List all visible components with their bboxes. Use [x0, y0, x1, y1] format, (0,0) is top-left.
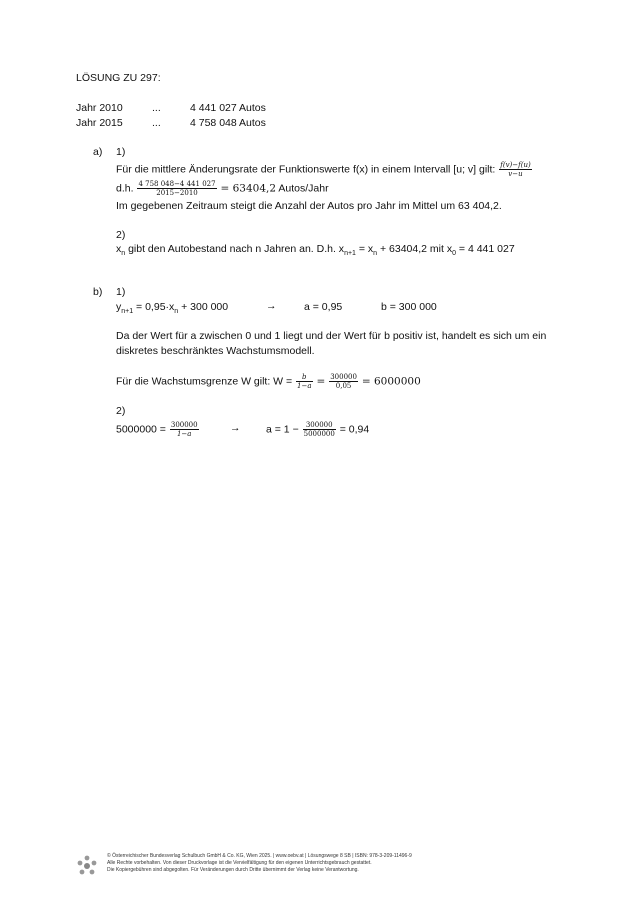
equals-sign: =: [316, 375, 326, 388]
model-explanation-line1: Da der Wert für a zwischen 0 und 1 liegt und der Wert für b positiv ist, handelt es sich um ein: [116, 330, 547, 342]
rate-definition: [116, 161, 533, 178]
publisher-logo-icon: [76, 855, 98, 877]
recursion-text-3: + 63404,2 mit x: [377, 243, 453, 255]
growth-limit-formula: [116, 373, 421, 390]
solve-result-value: = 0,94: [339, 423, 370, 436]
rate-fraction-numerator: f(v)−f(u): [500, 161, 531, 169]
part-b-marker: b): [93, 286, 103, 298]
part-b-sub2-number: 2): [116, 405, 126, 417]
var-x: x: [116, 243, 122, 255]
limit-fraction-2-denominator: 0,05: [335, 382, 352, 390]
rate-calc-numerator: 4 758 048−4 441 027: [138, 180, 216, 188]
limit-fraction-1: [296, 373, 313, 390]
solve-left-side: 5000000 =: [116, 423, 166, 436]
solve-a-text: a = 1 −: [266, 423, 299, 436]
solve-result-numerator: 300000: [303, 421, 336, 430]
footer: [107, 853, 412, 874]
rate-calculation: [116, 180, 329, 197]
footer-disclaimer: Die Kopiergebühren sind abgegolten. Für Veränderungen durch Dritte übernimmt der Verlag keine Verantwortung.: [107, 867, 359, 873]
a-value: a = 0,95: [304, 301, 343, 313]
year-dots: ...: [152, 102, 161, 114]
footer-copyright: © Österreichischer Bundesverlag Schulbuch GmbH & Co. KG, Wien 2025. | www.oebv.at | Lösungswege 8 SB | ISBN: 978-3-209-11496-9: [107, 853, 412, 859]
part-a-marker: a): [93, 146, 103, 158]
year-label: Jahr 2015: [76, 117, 123, 129]
recursion-text-4: = 4 441 027: [455, 243, 515, 255]
footer-rights: Alle Rechte vorbehalten. Von dieser Druckvorlage ist die Vervielfältigung für den eigenen Unterrichtsgebrauch gestattet.: [107, 860, 372, 866]
limit-fraction-2: [329, 373, 358, 390]
sub-n: n: [174, 308, 179, 316]
solve-fraction-numerator: 300000: [170, 421, 198, 429]
recursion-text-2: = x: [355, 243, 374, 255]
dh-label: d.h.: [116, 182, 134, 195]
rate-fraction-denominator: v−u: [508, 170, 523, 178]
sub-n-plus-1: n+1: [344, 250, 356, 258]
solve-result: [266, 421, 369, 438]
year-label: Jahr 2010: [76, 102, 123, 114]
year-value: 4 758 048 Autos: [190, 117, 266, 129]
growth-limit-text: Für die Wachstumsgrenze W gilt: W =: [116, 375, 293, 388]
b-value: b = 300 000: [381, 301, 437, 313]
rate-calc-denominator: 2015−2010: [156, 189, 198, 197]
growth-limit-result: = 6000000: [361, 375, 421, 388]
solve-fraction: [170, 421, 199, 438]
rate-calc-result: = 63404,2: [220, 182, 277, 195]
solve-equation: [116, 421, 200, 438]
recursion-description: [116, 243, 515, 257]
recursion-equation: [116, 301, 228, 315]
var-y: y: [116, 301, 122, 313]
equation-part-1: = 0,95·x: [133, 301, 175, 313]
part-a-sub1-number: 1): [116, 146, 126, 158]
sub-0: 0: [452, 250, 456, 258]
implies-arrow: →: [230, 422, 241, 434]
rate-calc-unit: Autos/Jahr: [278, 182, 329, 195]
part-b-sub1-number: 1): [116, 286, 126, 298]
recursion-text-1: gibt den Autobestand nach n Jahren an. D.h. x: [125, 243, 345, 255]
model-explanation-line2: diskretes beschränktes Wachstumsmodell.: [116, 345, 315, 357]
rate-fraction: [499, 161, 531, 178]
sub-n: n: [373, 250, 378, 258]
sub-n: n: [121, 250, 126, 258]
solve-result-fraction: [303, 421, 336, 438]
sub-n-plus-1: n+1: [121, 308, 134, 316]
rate-interpretation: Im gegebenen Zeitraum steigt die Anzahl der Autos pro Jahr im Mittel um 63 404,2.: [116, 200, 502, 212]
page-title: LÖSUNG ZU 297:: [76, 72, 161, 84]
year-value: 4 441 027 Autos: [190, 102, 266, 114]
solve-result-denominator: 5000000: [303, 430, 335, 438]
part-a-sub2-number: 2): [116, 229, 126, 241]
equation-part-2: + 300 000: [178, 301, 229, 313]
limit-fraction-2-numerator: 300000: [330, 373, 357, 381]
solve-fraction-denominator: 1−a: [176, 430, 192, 438]
rate-definition-text: Für die mittlere Änderungsrate der Funktionswerte f(x) in einem Intervall [u; v] gilt:: [116, 163, 496, 176]
limit-fraction-1-numerator: b: [296, 373, 313, 382]
year-dots: ...: [152, 117, 161, 129]
rate-calc-fraction: [137, 180, 216, 197]
implies-arrow: →: [266, 300, 277, 312]
limit-fraction-1-denominator: 1−a: [297, 382, 312, 390]
